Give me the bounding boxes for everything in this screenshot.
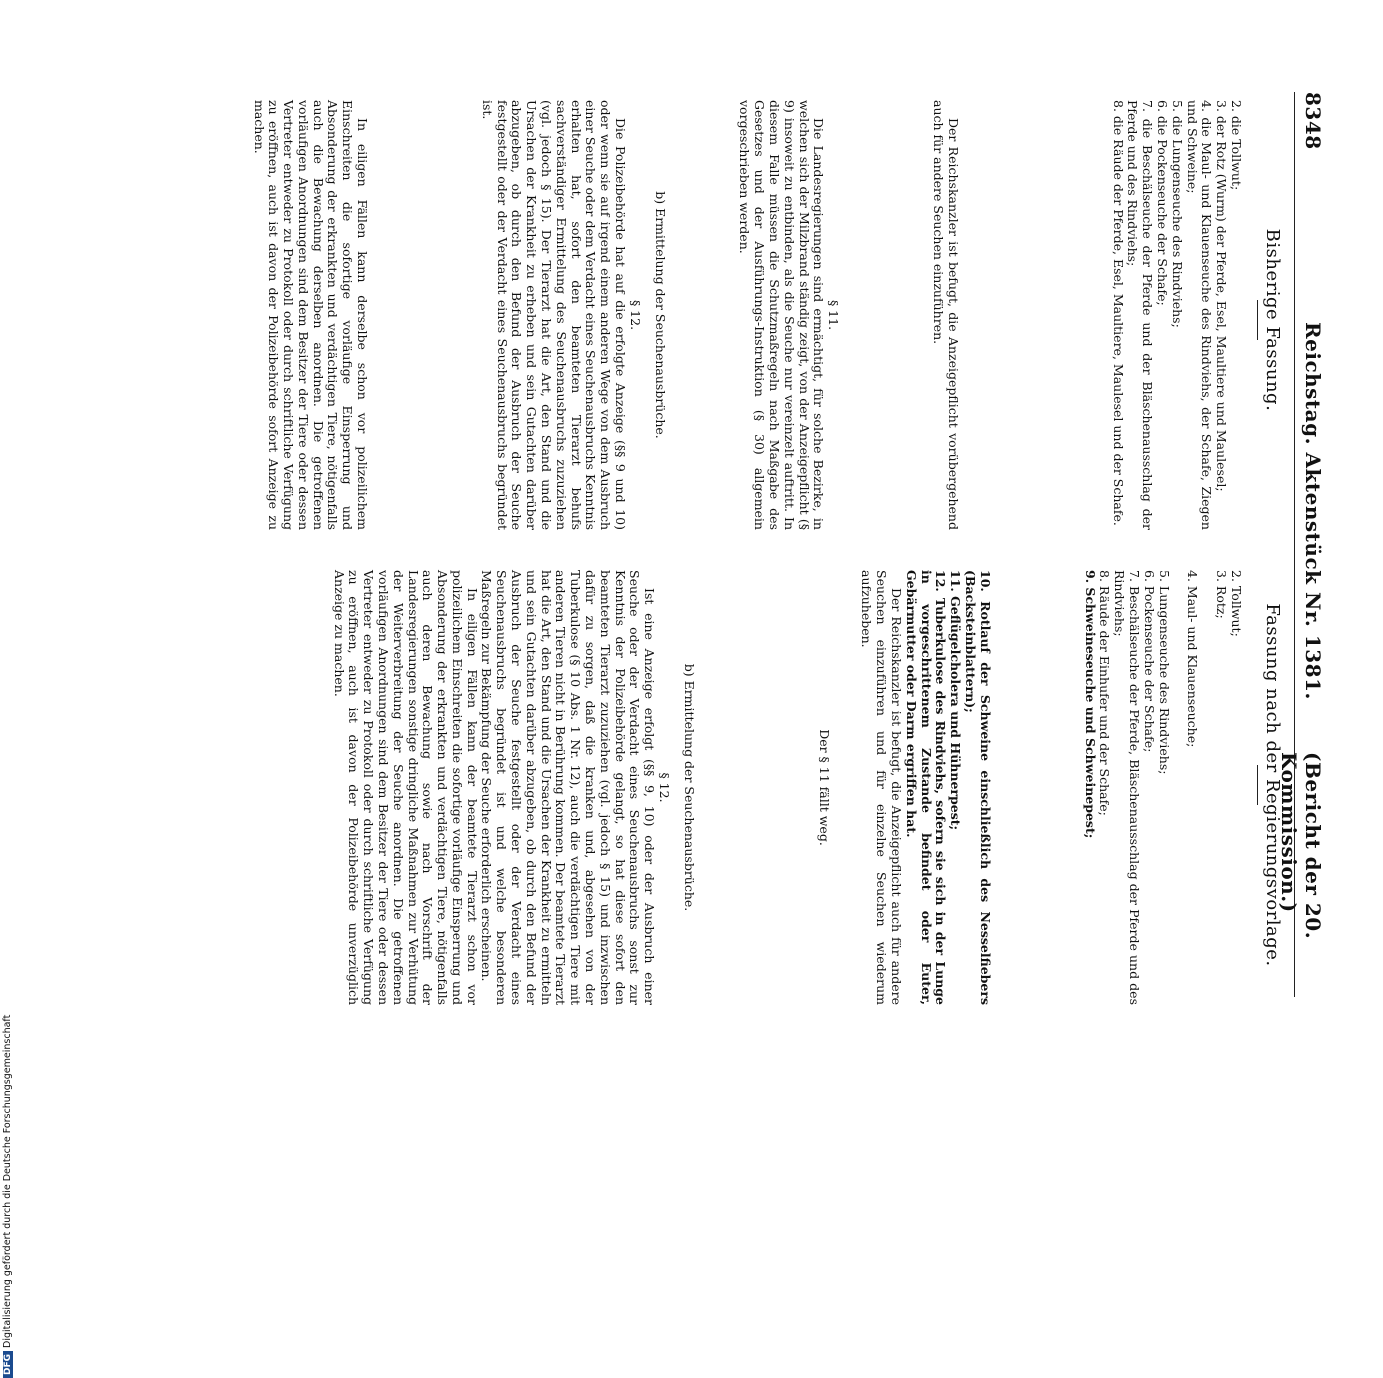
left-section-11-heading: § 11. — [826, 299, 842, 331]
right-paragraph-s12a: Ist eine Anzeige erfolgt (§§ 9, 10) oder der Ausbruch einer Seuche oder der Verdacht eines Seuchenausbruchs sonst zur Kenntnis der Polizeibehörde gelangt, so hat diese sofort den beamteten Tierarzt zuzuziehen (vgl. jedoch § 15) und inzwischen dafür zu sorgen, daß die kranken und, abgesehen von der Tuberkulose (§ 10 Abs. 1 Nr. 12), auch die verdächtigen Tiere mit anderen Tieren nicht in Berührung kommen. Der beamtete Tierarzt hat die Art, den Stand und die Ursachen der Krankheit zu ermitteln und sein Gutachten darüber abzugeben, ob durch den Befund der Ausbruch der Seuche festgestellt oder der Verdacht eines Seuchenausbruchs begründet ist und welche besonderen Maßregeln zur Bekämpfung der Seuche erforderlich erscheinen. — [479, 570, 658, 1005]
list-item: 5. Lungenseuche des Rindviehs; — [1156, 570, 1172, 775]
header-subtitle: (Bericht der 20. Kommission.) — [1277, 752, 1325, 940]
left-column-heading: Bisherige Fassung. — [1257, 100, 1283, 540]
left-paragraph-s11: Die Landesregierungen sind ermächtigt, für solche Bezirke, in welchen sich der Milzbrand ständig zeigt, von der Anzeigepflicht (§ 9) insoweit zu entbinden, als die Seuche nur vereinzelt auftritt. In diesem Falle müssen die Schutzmaßregeln nach Maßgabe des Gesetzes und der Ausführungs-Instruktion (§ 30) allgemein vorgeschrieben werden. — [737, 100, 827, 530]
right-section-12-heading: § 12. — [657, 772, 673, 803]
page-header — [1277, 92, 1325, 997]
list-item: 2. die Tollwut; — [1229, 100, 1244, 191]
list-item: 11. Geflügelcholera und Hühnerpest; — [948, 570, 964, 831]
list-item: 4. Maul- und Klauenseuche; — [1185, 570, 1201, 748]
right-subheading-b: b) Ermittelung der Seuchenausbrüche. — [681, 663, 697, 912]
left-paragraph-reichskanzler: Der Reichskanzler ist befugt, die Anzeigepflicht vorübergehend auch für andere Seuchen einzuführen. — [931, 100, 961, 530]
page-number: 8348 — [1301, 92, 1325, 150]
list-item: 2. Tollwut; — [1229, 570, 1244, 637]
list-item: 7. die Beschälseuche der Pferde und der Bläschenausschlag der Pferde und des Rindviehs; — [1125, 100, 1156, 530]
right-paragraph-reichskanzler: Der Reichskanzler ist befugt, die Anzeigepflicht auch für andere Seuchen einzuführen und für einzelne Seuchen wiederum aufzuheben. — [859, 570, 905, 1005]
list-item: 8. Räude der Einhufer und der Schafe; — [1097, 570, 1113, 816]
dfg-logo: DFG — [3, 1351, 13, 1378]
right-column — [331, 570, 1243, 1005]
list-item: 3. Rotz; — [1214, 570, 1230, 619]
digitization-footer — [2, 998, 13, 1378]
list-item: 12. Tuberkulose des Rindviehs, sofern sie sich in der Lunge in vorgeschrittenem Zustande befindet oder Euter, Gebärmutter oder Darm ergriffen hat. — [903, 570, 949, 1005]
list-item: 10. Rotlauf der Schweine einschließlich des Nesselfiebers (Backsteinblattern); — [963, 570, 993, 1005]
list-item: 3. der Rotz (Wurm) der Pferde, Esel, Maultiere und Maulesel; — [1214, 100, 1230, 492]
list-item: 6. die Pockenseuche der Schafe; — [1155, 100, 1171, 306]
footer-text: Digitalisierung gefördert durch die Deutsche Forschungsgemeinschaft — [2, 1014, 13, 1348]
list-item: 7. Beschälseuche der Pferde, Bläschenausschlag der Pferde und des Rindviehs; — [1112, 570, 1143, 1005]
right-column-heading: Fassung nach der Regierungsvorlage. — [1257, 570, 1283, 1000]
list-item: 9. Schweineseuche und Schweinepest; — [1082, 570, 1098, 839]
right-section-11-removed: Der § 11 fällt weg. — [816, 729, 832, 846]
list-item: 5. die Lungenseuche des Rindviehs; — [1169, 100, 1185, 328]
left-list — [1110, 100, 1243, 530]
list-item: 8. die Räude der Pferde, Esel, Maultiere, Maulesel und der Schafe. — [1110, 100, 1126, 526]
left-paragraph-s12b: In eiligen Fällen kann derselbe schon vor polizeilichem Einschreiten die sofortige vorläufige Einsperrung und Absonderung der erkrankten und verdächtigen Tiere, nötigenfalls auch die Bewachung derselben anordnen. Die getroffenen vorläufigen Anordnungen sind dem Besitzer der Tiere oder dessen Vertreter entweder zu Protokoll oder durch schriftliche Verfügung zu eröffnen, auch ist davon der Polizeibehörde sofort Anzeige zu machen. — [251, 100, 371, 530]
left-paragraph-s12a: Die Polizeibehörde hat auf die erfolgte Anzeige (§§ 9 und 10) oder wenn sie auf irgend einem anderen Wege von dem Ausbruch einer Seuche oder dem Verdacht eines Seuchenausbruchs Kenntnis erhalten hat, sofort den beamteten Tierarzt behufs sachverständiger Ermittelung des Seuchenausbruchs zuzuziehen (vgl. jedoch § 15). Der Tierarzt hat die Art, den Stand und die Ursachen der Krankheit zu erheben und sein Gutachten darüber abzugeben, ob durch den Befund der Ausbruch der Seuche festgestellt oder der Verdacht eines Seuchenausbruchs begründet ist. — [479, 100, 629, 530]
left-section-12-heading: § 12. — [627, 299, 643, 331]
right-paragraph-s12b: In eiligen Fällen kann der beamtete Tierarzt schon vor polizeilichem Einschreiten die sofortige vorläufige Einsperrung und Absonderung der erkrankten und verdächtigen Tiere, nötigenfalls auch deren Bewachung sowie nach Vorschrift der Landesregierungen sonstige dringliche Maßnahmen zur Verhütung der Weiterverbreitung der Seuche anordnen. Die getroffenen vorläufigen Anordnungen sind dem Besitzer der Tiere oder dessen Vertreter entweder zu Protokoll oder durch schriftliche Verfügung zu eröffnen, auch ist davon der Polizeibehörde unverzüglich Anzeige zu machen. — [331, 570, 480, 1005]
right-list — [903, 570, 1243, 1005]
list-item: 4. die Maul- und Klauenseuche des Rindviehs, der Schafe, Ziegen und Schweine; — [1184, 100, 1215, 530]
list-item: 6. Pockenseuche der Schafe; — [1141, 570, 1157, 753]
left-column — [251, 100, 1243, 530]
left-subheading-b: b) Ermittelung der Seuchenausbrüche. — [652, 191, 668, 439]
header-title: Reichstag. Aktenstück Nr. 1381. — [1301, 322, 1325, 700]
